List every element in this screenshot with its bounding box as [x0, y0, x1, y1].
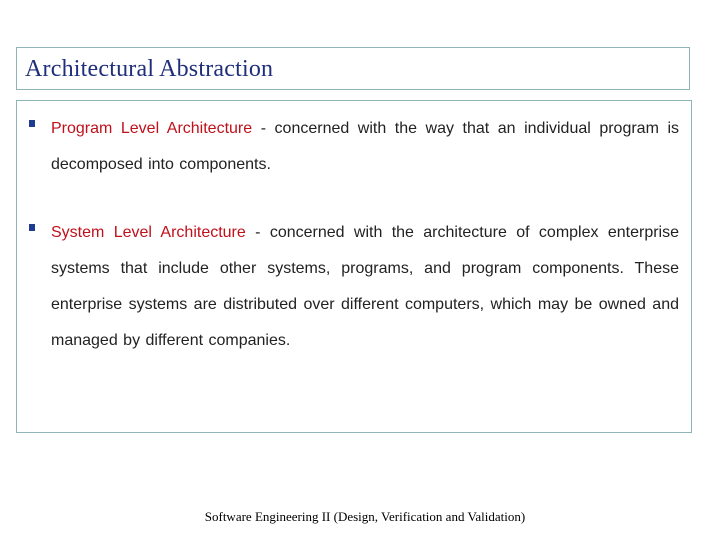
bullet-description: - concerned with the architecture of complex enterprise systems that include other systems, programs, and program components. These enterprise systems are distributed over different computers, which may be owned and managed by different companies. — [51, 224, 679, 349]
bullet-text — [51, 215, 679, 359]
slide-title-box — [16, 47, 690, 90]
bullet-term: System Level Architecture — [51, 224, 246, 241]
bullet-description: - concerned with the way that an individual program is decomposed into components. — [51, 120, 679, 173]
slide-footer: Software Engineering II (Design, Verification and Validation) — [204, 509, 526, 524]
slide-content-box — [16, 100, 692, 433]
bullet-text — [51, 111, 679, 183]
slide-title: Architectural Abstraction — [25, 56, 274, 82]
bullet-term: Program Level Architecture — [51, 120, 253, 137]
square-bullet-icon — [29, 224, 35, 231]
square-bullet-icon — [29, 120, 35, 127]
